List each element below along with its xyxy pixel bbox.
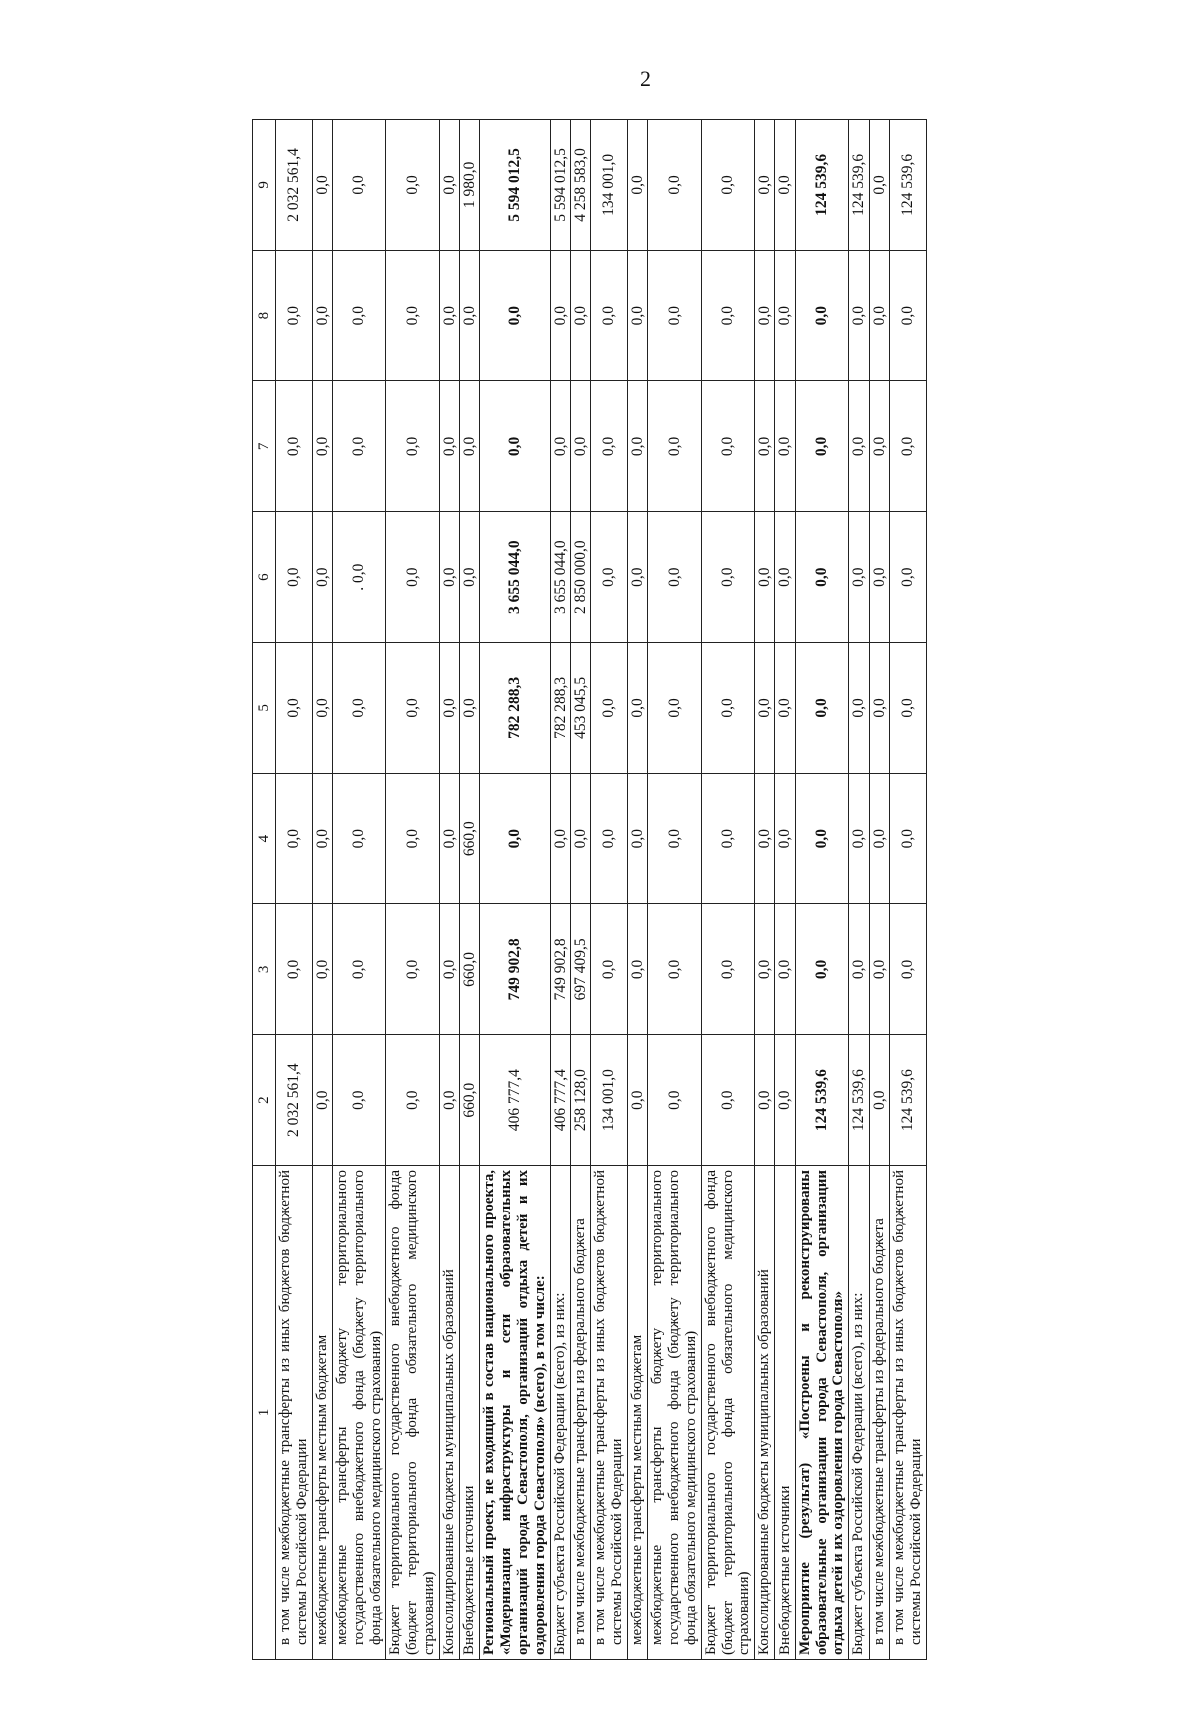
cell-value-col8: 0,0: [386, 250, 439, 381]
cell-value-col9: 0,0: [775, 120, 795, 251]
cell-value-col2: 406 777,4: [480, 1035, 550, 1166]
cell-value-col6: . 0,0: [332, 512, 385, 643]
table-row: [648, 120, 701, 1660]
cell-value-col4: 0,0: [701, 773, 754, 904]
cell-value-col9: 4 258 583,0: [571, 120, 591, 251]
row-label: Бюджет территориального государственного внебюджетного фонда (бюджет территориального фонда обязательного медицинского страхования): [386, 1166, 439, 1660]
cell-value-col4: 0,0: [795, 773, 848, 904]
cell-value-col4: 0,0: [775, 773, 795, 904]
cell-value-col7: 0,0: [795, 381, 848, 512]
cell-value-col6: 0,0: [386, 512, 439, 643]
cell-value-col2: 0,0: [648, 1035, 701, 1166]
cell-value-col8: 0,0: [889, 250, 926, 381]
cell-value-col5: 0,0: [869, 643, 889, 774]
cell-value-col2: 124 539,6: [795, 1035, 848, 1166]
cell-value-col6: 0,0: [849, 512, 869, 643]
cell-value-col6: 3 655 044,0: [480, 512, 550, 643]
column-header-8: 8: [253, 250, 276, 381]
table-row: [480, 120, 550, 1660]
cell-value-col6: 0,0: [775, 512, 795, 643]
cell-value-col2: 660,0: [460, 1035, 480, 1166]
cell-value-col3: 0,0: [312, 904, 332, 1035]
cell-value-col2: 0,0: [332, 1035, 385, 1166]
budget-table: [252, 119, 927, 1660]
column-header-4: 4: [253, 773, 276, 904]
cell-value-col5: 0,0: [648, 643, 701, 774]
cell-value-col7: 0,0: [276, 381, 313, 512]
cell-value-col8: 0,0: [648, 250, 701, 381]
row-label: Региональный проект, не входящий в состав национального проекта, «Модернизация инфраструктуры и сети образовательных организаций города Севастополя, организаций отдыха детей и их оздоровления города Севастополя» (всего), в том числе:: [480, 1166, 550, 1660]
row-label: в том числе межбюджетные трансферты из иных бюджетов бюджетной системы Российской Федерации: [276, 1166, 313, 1660]
table-row: [795, 120, 848, 1660]
cell-value-col5: 0,0: [849, 643, 869, 774]
cell-value-col5: 0,0: [775, 643, 795, 774]
row-label: Консолидированные бюджеты муниципальных образований: [439, 1166, 459, 1660]
cell-value-col8: 0,0: [869, 250, 889, 381]
table-row: [571, 120, 591, 1660]
cell-value-col9: 0,0: [332, 120, 385, 251]
cell-value-col7: 0,0: [571, 381, 591, 512]
cell-value-col8: 0,0: [460, 250, 480, 381]
row-label: Мероприятие (результат) «Построены и реконструированы образовательные организации города Севастополя, организации отдыха детей и их оздоровления города Севастополя»: [795, 1166, 848, 1660]
cell-value-col5: 0,0: [755, 643, 775, 774]
cell-value-col8: 0,0: [701, 250, 754, 381]
cell-value-col4: 0,0: [648, 773, 701, 904]
cell-value-col9: 0,0: [755, 120, 775, 251]
cell-value-col6: 0,0: [701, 512, 754, 643]
cell-value-col5: 782 288,3: [550, 643, 570, 774]
cell-value-col4: 0,0: [312, 773, 332, 904]
cell-value-col4: 0,0: [849, 773, 869, 904]
cell-value-col2: 0,0: [755, 1035, 775, 1166]
cell-value-col4: 0,0: [571, 773, 591, 904]
cell-value-col8: 0,0: [550, 250, 570, 381]
cell-value-col7: 0,0: [439, 381, 459, 512]
cell-value-col2: 2 032 561,4: [276, 1035, 313, 1166]
cell-value-col9: 124 539,6: [849, 120, 869, 251]
cell-value-col7: 0,0: [550, 381, 570, 512]
table-row: [276, 120, 313, 1660]
cell-value-col6: 0,0: [795, 512, 848, 643]
table-row: [550, 120, 570, 1660]
cell-value-col3: 0,0: [648, 904, 701, 1035]
cell-value-col9: 0,0: [386, 120, 439, 251]
cell-value-col3: 749 902,8: [480, 904, 550, 1035]
cell-value-col6: 2 850 000,0: [571, 512, 591, 643]
cell-value-col3: 0,0: [869, 904, 889, 1035]
cell-value-col4: 0,0: [591, 773, 628, 904]
cell-value-col9: 0,0: [439, 120, 459, 251]
table-row: [386, 120, 439, 1660]
table-row: [755, 120, 775, 1660]
column-header-6: 6: [253, 512, 276, 643]
cell-value-col7: 0,0: [849, 381, 869, 512]
cell-value-col8: 0,0: [571, 250, 591, 381]
cell-value-col9: 5 594 012,5: [550, 120, 570, 251]
cell-value-col4: 0,0: [332, 773, 385, 904]
cell-value-col6: 0,0: [460, 512, 480, 643]
row-label: Бюджет территориального государственного внебюджетного фонда (бюджет территориального фонда обязательного медицинского страхования): [701, 1166, 754, 1660]
cell-value-col5: 0,0: [276, 643, 313, 774]
cell-value-col3: 0,0: [386, 904, 439, 1035]
column-header-9: 9: [253, 120, 276, 251]
cell-value-col5: 0,0: [701, 643, 754, 774]
cell-value-col3: 0,0: [775, 904, 795, 1035]
cell-value-col2: 0,0: [701, 1035, 754, 1166]
cell-value-col9: 0,0: [627, 120, 647, 251]
cell-value-col7: 0,0: [460, 381, 480, 512]
cell-value-col7: 0,0: [386, 381, 439, 512]
cell-value-col2: 0,0: [439, 1035, 459, 1166]
cell-value-col4: 0,0: [869, 773, 889, 904]
row-label: межбюджетные трансферты местным бюджетам: [312, 1166, 332, 1660]
cell-value-col9: 124 539,6: [795, 120, 848, 251]
cell-value-col5: 782 288,3: [480, 643, 550, 774]
row-label: в том числе межбюджетные трансферты из федерального бюджета: [869, 1166, 889, 1660]
cell-value-col2: 406 777,4: [550, 1035, 570, 1166]
cell-value-col8: 0,0: [591, 250, 628, 381]
cell-value-col6: 3 655 044,0: [550, 512, 570, 643]
cell-value-col9: 1 980,0: [460, 120, 480, 251]
table-row: [889, 120, 926, 1660]
cell-value-col4: 0,0: [755, 773, 775, 904]
cell-value-col9: 134 001,0: [591, 120, 628, 251]
cell-value-col2: 0,0: [386, 1035, 439, 1166]
cell-value-col8: 0,0: [480, 250, 550, 381]
cell-value-col3: 0,0: [755, 904, 775, 1035]
cell-value-col6: 0,0: [439, 512, 459, 643]
cell-value-col4: 0,0: [386, 773, 439, 904]
cell-value-col3: 0,0: [591, 904, 628, 1035]
cell-value-col7: 0,0: [648, 381, 701, 512]
cell-value-col7: 0,0: [312, 381, 332, 512]
cell-value-col2: 0,0: [869, 1035, 889, 1166]
cell-value-col9: 2 032 561,4: [276, 120, 313, 251]
row-label: межбюджетные трансферты бюджету территориального государственного внебюджетного фонда (бюджету территориального фонда обязательного медицинского страхования): [332, 1166, 385, 1660]
row-label: Внебюджетные источники: [775, 1166, 795, 1660]
cell-value-col5: 0,0: [591, 643, 628, 774]
column-header-1: 1: [253, 1166, 276, 1660]
cell-value-col3: 0,0: [701, 904, 754, 1035]
row-label: межбюджетные трансферты бюджету территориального государственного внебюджетного фонда (бюджету территориального фонда обязательного медицинского страхования): [648, 1166, 701, 1660]
cell-value-col7: 0,0: [869, 381, 889, 512]
cell-value-col8: 0,0: [795, 250, 848, 381]
cell-value-col8: 0,0: [849, 250, 869, 381]
cell-value-col5: 0,0: [627, 643, 647, 774]
cell-value-col8: 0,0: [755, 250, 775, 381]
cell-value-col2: 134 001,0: [591, 1035, 628, 1166]
table-row: [312, 120, 332, 1660]
cell-value-col4: 0,0: [550, 773, 570, 904]
table-row: [591, 120, 628, 1660]
cell-value-col7: 0,0: [701, 381, 754, 512]
cell-value-col3: 0,0: [627, 904, 647, 1035]
cell-value-col4: 0,0: [480, 773, 550, 904]
page-number: 2: [640, 66, 651, 91]
cell-value-col9: 124 539,6: [889, 120, 926, 251]
cell-value-col7: 0,0: [591, 381, 628, 512]
cell-value-col3: 0,0: [849, 904, 869, 1035]
cell-value-col5: 0,0: [460, 643, 480, 774]
cell-value-col3: 749 902,8: [550, 904, 570, 1035]
cell-value-col7: 0,0: [627, 381, 647, 512]
cell-value-col3: 0,0: [889, 904, 926, 1035]
cell-value-col6: 0,0: [591, 512, 628, 643]
row-label: межбюджетные трансферты местным бюджетам: [627, 1166, 647, 1660]
table-row: [439, 120, 459, 1660]
table-body: [276, 120, 927, 1660]
row-label: Бюджет субъекта Российской Федерации (всего), из них:: [550, 1166, 570, 1660]
column-header-2: 2: [253, 1035, 276, 1166]
row-label: Внебюджетные источники: [460, 1166, 480, 1660]
cell-value-col2: 124 539,6: [849, 1035, 869, 1166]
cell-value-col8: 0,0: [332, 250, 385, 381]
cell-value-col5: 0,0: [889, 643, 926, 774]
cell-value-col9: 0,0: [312, 120, 332, 251]
cell-value-col8: 0,0: [439, 250, 459, 381]
cell-value-col2: 0,0: [627, 1035, 647, 1166]
row-label: в том числе межбюджетные трансферты из иных бюджетов бюджетной системы Российской Федерации: [591, 1166, 628, 1660]
column-header-3: 3: [253, 904, 276, 1035]
cell-value-col3: 660,0: [460, 904, 480, 1035]
cell-value-col7: 0,0: [775, 381, 795, 512]
header-row: [253, 120, 276, 1660]
cell-value-col5: 0,0: [312, 643, 332, 774]
column-header-5: 5: [253, 643, 276, 774]
cell-value-col4: 0,0: [439, 773, 459, 904]
table-row: [869, 120, 889, 1660]
cell-value-col6: 0,0: [312, 512, 332, 643]
cell-value-col3: 0,0: [332, 904, 385, 1035]
cell-value-col5: 453 045,5: [571, 643, 591, 774]
cell-value-col6: 0,0: [889, 512, 926, 643]
cell-value-col7: 0,0: [889, 381, 926, 512]
cell-value-col3: 697 409,5: [571, 904, 591, 1035]
cell-value-col2: 124 539,6: [889, 1035, 926, 1166]
cell-value-col6: 0,0: [627, 512, 647, 643]
cell-value-col9: 0,0: [648, 120, 701, 251]
cell-value-col7: 0,0: [332, 381, 385, 512]
cell-value-col2: 0,0: [775, 1035, 795, 1166]
row-label: в том числе межбюджетные трансферты из федерального бюджета: [571, 1166, 591, 1660]
cell-value-col6: 0,0: [648, 512, 701, 643]
cell-value-col5: 0,0: [439, 643, 459, 774]
cell-value-col9: 5 594 012,5: [480, 120, 550, 251]
table-row: [701, 120, 754, 1660]
table-row: [460, 120, 480, 1660]
cell-value-col9: 0,0: [701, 120, 754, 251]
cell-value-col4: 0,0: [627, 773, 647, 904]
cell-value-col4: 660,0: [460, 773, 480, 904]
cell-value-col7: 0,0: [755, 381, 775, 512]
cell-value-col2: 258 128,0: [571, 1035, 591, 1166]
row-label: в том числе межбюджетные трансферты из иных бюджетов бюджетной системы Российской Федерации: [889, 1166, 926, 1660]
row-label: Консолидированные бюджеты муниципальных образований: [755, 1166, 775, 1660]
table-row: [332, 120, 385, 1660]
cell-value-col3: 0,0: [276, 904, 313, 1035]
cell-value-col9: 0,0: [869, 120, 889, 251]
table-row: [849, 120, 869, 1660]
cell-value-col5: 0,0: [332, 643, 385, 774]
cell-value-col4: 0,0: [276, 773, 313, 904]
cell-value-col6: 0,0: [755, 512, 775, 643]
cell-value-col5: 0,0: [795, 643, 848, 774]
cell-value-col5: 0,0: [386, 643, 439, 774]
cell-value-col3: 0,0: [439, 904, 459, 1035]
rotated-table-container: [252, 119, 927, 1660]
cell-value-col8: 0,0: [775, 250, 795, 381]
cell-value-col8: 0,0: [312, 250, 332, 381]
cell-value-col8: 0,0: [276, 250, 313, 381]
row-label: Бюджет субъекта Российской Федерации (всего), из них:: [849, 1166, 869, 1660]
cell-value-col2: 0,0: [312, 1035, 332, 1166]
column-header-7: 7: [253, 381, 276, 512]
cell-value-col8: 0,0: [627, 250, 647, 381]
cell-value-col3: 0,0: [795, 904, 848, 1035]
cell-value-col4: 0,0: [889, 773, 926, 904]
table-row: [775, 120, 795, 1660]
cell-value-col6: 0,0: [869, 512, 889, 643]
table-row: [627, 120, 647, 1660]
cell-value-col7: 0,0: [480, 381, 550, 512]
cell-value-col6: 0,0: [276, 512, 313, 643]
